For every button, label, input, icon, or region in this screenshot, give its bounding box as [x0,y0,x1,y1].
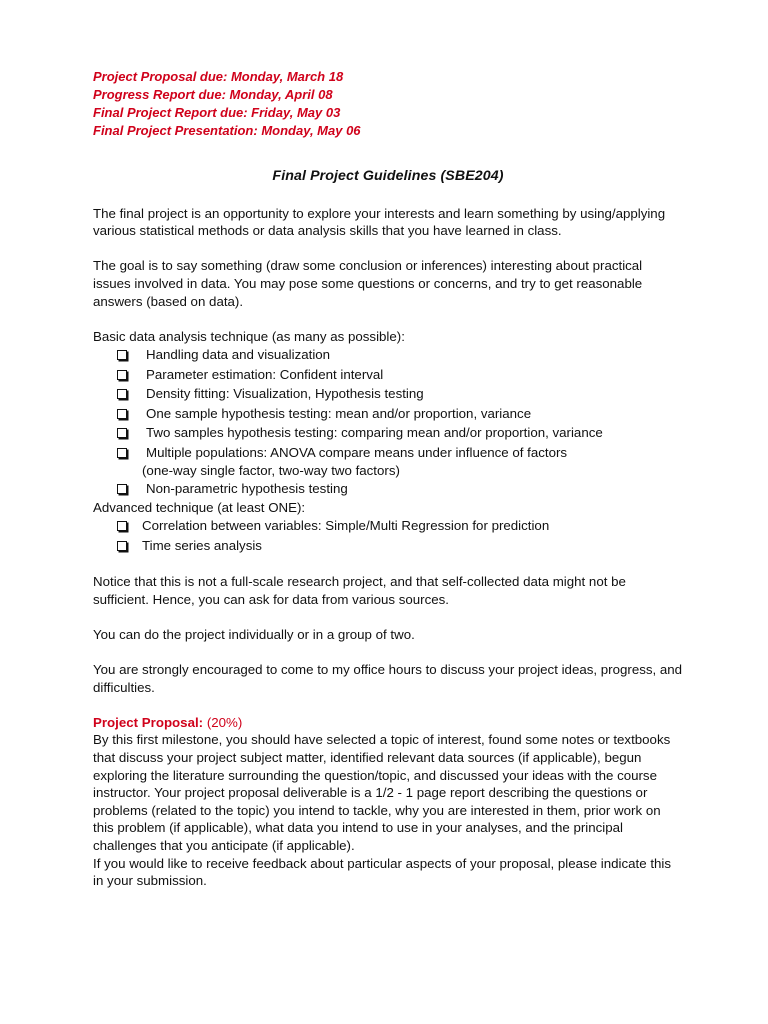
list-item [93,516,683,536]
deadlines-block [93,68,683,140]
list-item-label: Multiple populations: ANOVA compare means under influence of factors [146,444,568,460]
document-page [93,68,683,890]
notice-paragraph: Notice that this is not a full-scale research project, and that self-collected data might not be sufficient. Hence, you can ask for data from various sources. [93,574,626,607]
list-item [93,384,683,404]
proposal-feedback: If you would like to receive feedback about particular aspects of your proposal, please indicate this in your submission. [93,855,672,889]
list-item [93,423,683,443]
intro-paragraph-1: The final project is an opportunity to explore your interests and learn something by using/applying various statistical methods or data analysis skills that you have learned in class. [93,205,666,239]
basic-technique-heading: Basic data analysis technique (as many as possible): [93,328,405,344]
document-title: Final Project Guidelines (SBE204) [272,168,504,184]
list-item-label: Handling data and visualization [146,347,331,363]
list-item-label: Parameter estimation: Confident interval [146,366,384,382]
deadline-progress-report: Progress Report due: Monday, April 08 [93,87,333,102]
list-item-label: Density fitting: Visualization, Hypothesis testing [146,386,424,402]
list-item [93,479,683,499]
advanced-technique-list [93,516,683,555]
proposal-section-heading [93,714,683,732]
proposal-body: By this first milestone, you should have selected a topic of interest, found some notes or textbooks that discuss your project subject matter, identified relevant data sources (if applicable), begun exploring the literature surrounding the question/topic, and discussed your ideas with the course instructor. Your project proposal deliverable is a 1/2 - 1 page report describing the questions or problems (related to the topic) you intend to tackle, why you are interested in them, prior work on this problem (if applicable), what data you intend to use in your analyses, and the principal challenges that you anticipate (if applicable). [93,732,671,853]
proposal-weight: (20%) [206,714,243,730]
list-item [93,404,683,424]
checkbox-bullet-icon [117,448,127,458]
list-item-label: Time series analysis [142,537,262,553]
checkbox-bullet-icon [117,409,127,419]
list-item [93,443,683,480]
advanced-technique-heading: Advanced technique (at least ONE): [93,499,306,515]
checkbox-bullet-icon [117,541,127,551]
list-item [93,536,683,556]
deadline-final-report: Final Project Report due: Friday, May 03 [93,105,341,120]
basic-technique-list [93,345,683,499]
list-item [93,345,683,365]
deadline-final-presentation: Final Project Presentation: Monday, May 06 [93,123,361,138]
list-item-sublabel: (one-way single factor, two-way two factors) [142,463,400,479]
checkbox-bullet-icon [117,521,127,531]
deadline-proposal: Project Proposal due: Monday, March 18 [93,69,344,84]
checkbox-bullet-icon [117,428,127,438]
checkbox-bullet-icon [117,370,127,380]
group-paragraph: You can do the project individually or in a group of two. [93,626,415,642]
list-item [93,365,683,385]
checkbox-bullet-icon [117,484,127,494]
checkbox-bullet-icon [117,350,127,360]
checkbox-bullet-icon [117,389,127,399]
list-item-label: Non-parametric hypothesis testing [146,481,348,497]
list-item-label: One sample hypothesis testing: mean and/or proportion, variance [146,405,532,421]
office-hours-paragraph: You are strongly encouraged to come to my office hours to discuss your project ideas, progress, and difficulties. [93,662,683,695]
list-item-label: Two samples hypothesis testing: comparing mean and/or proportion, variance [146,425,603,441]
intro-paragraph-2: The goal is to say something (draw some conclusion or inferences) interesting about practical issues involved in data. You may pose some questions or concerns, and try to get reasonable answers (based on data). [93,258,643,309]
proposal-label: Project Proposal: [93,714,204,730]
list-item-label: Correlation between variables: Simple/Multi Regression for prediction [142,518,550,534]
